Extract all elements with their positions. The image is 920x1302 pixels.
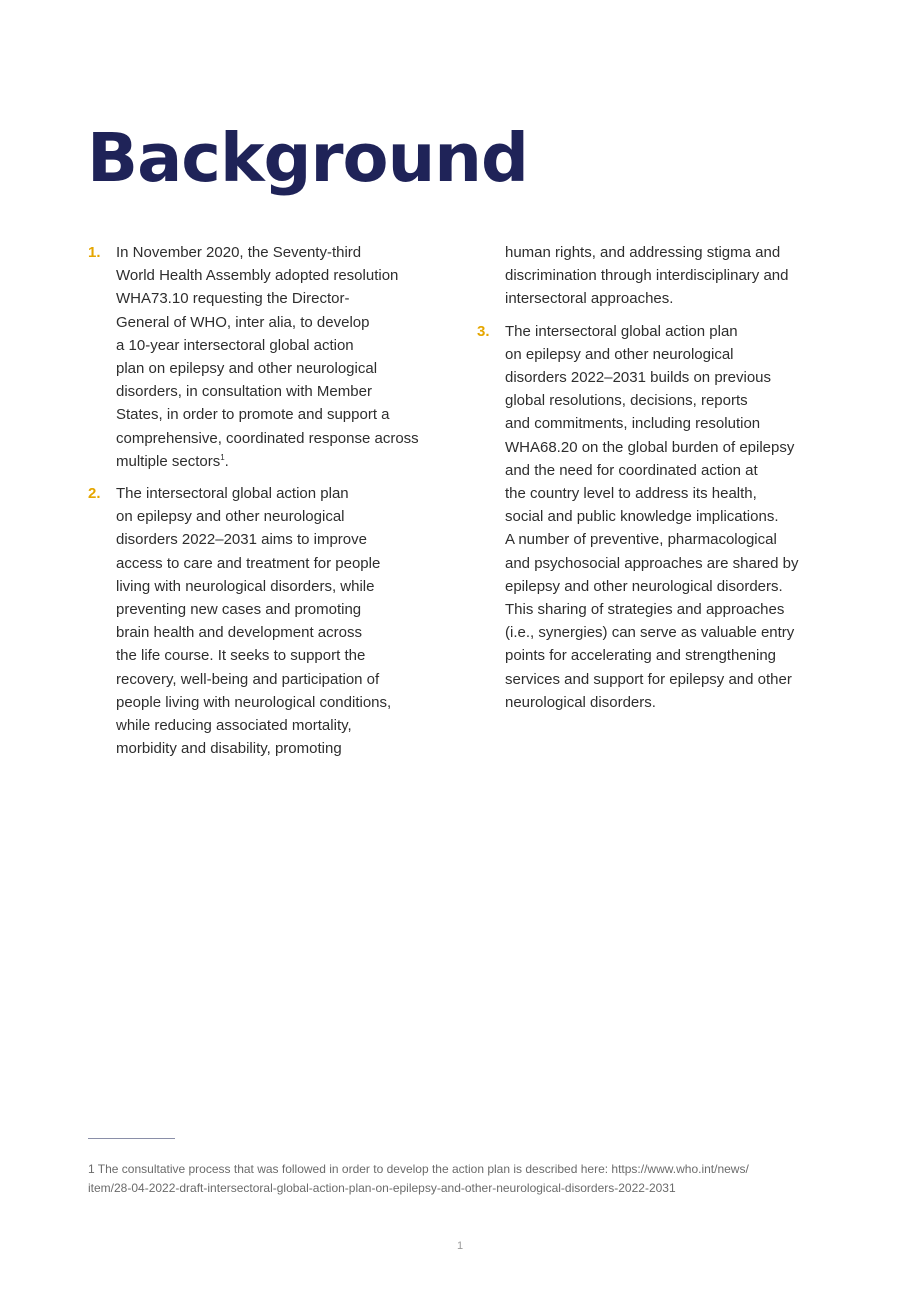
paragraph-line: [116, 450, 440, 473]
list-item: [477, 320, 827, 714]
paragraph-line: social and public knowledge implications.: [505, 508, 779, 526]
paragraph-line: disorders 2022–2031 aims to improve: [116, 531, 367, 549]
paragraph-line: and commitments, including resolution: [505, 415, 761, 433]
paragraph-line: people living with neurological conditions,: [116, 693, 392, 711]
paragraph-line: plan on epilepsy and other neurological: [116, 360, 378, 378]
list-number: 3.: [477, 322, 490, 340]
paragraph-line: This sharing of strategies and approaches: [505, 601, 785, 619]
paragraph-line: points for accelerating and strengthening: [505, 647, 777, 665]
paragraph-line: comprehensive, coordinated response across: [116, 429, 419, 447]
paragraph-line: disorders, in consultation with Member: [116, 383, 372, 401]
paragraph-line: (i.e., synergies) can serve as valuable entry: [505, 624, 795, 642]
paragraph-line: on epilepsy and other neurological: [505, 345, 734, 363]
paragraph-line: disorders 2022–2031 builds on previous: [505, 369, 772, 387]
paragraph-line: and psychosocial approaches are shared by: [505, 554, 799, 572]
paragraph-line: human rights, and addressing stigma and: [505, 244, 781, 261]
footnote-line[interactable]: item/28-04-2022-draft-intersectoral-global-action-plan-on-epilepsy-and-other-neurological-disorders-2022-2031: [88, 1180, 676, 1195]
footnote-reference[interactable]: 1: [220, 452, 225, 462]
paragraph-line: The intersectoral global action plan: [505, 322, 738, 340]
list-number: 2.: [88, 485, 101, 503]
paragraph-line: States, in order to promote and support a: [116, 406, 390, 424]
paragraph-line: morbidity and disability, promoting: [116, 740, 342, 758]
paragraph-line: discrimination through interdisciplinary and: [505, 267, 789, 285]
paragraph-line: epilepsy and other neurological disorders.: [505, 577, 783, 595]
paragraph-text: .: [224, 452, 229, 470]
paragraph-line: neurological disorders.: [505, 693, 656, 711]
list-item: [88, 241, 440, 473]
list-item-continuation: [477, 241, 827, 311]
paragraph-line: WHA68.20 on the global burden of epilepsy: [505, 438, 795, 456]
left-column: [88, 241, 440, 769]
paragraph-line: preventing new cases and promoting: [116, 601, 362, 619]
footnote-line[interactable]: 1 The consultative process that was followed in order to develop the action plan is described here: https://www.who.int/news/: [88, 1162, 749, 1176]
paragraph-line: In November 2020, the Seventy-third: [116, 244, 362, 261]
page-title: Background: [87, 119, 528, 197]
paragraph-line: living with neurological disorders, while: [116, 577, 375, 595]
paragraph-line: and the need for coordinated action at: [505, 461, 758, 479]
paragraph-line: WHA73.10 requesting the Director-: [116, 290, 350, 308]
paragraph-line: on epilepsy and other neurological: [116, 508, 345, 526]
page-number: 1: [456, 1240, 464, 1252]
paragraph-line: A number of preventive, pharmacological: [505, 531, 777, 549]
paragraph-line: the country level to address its health,: [505, 485, 757, 503]
footnote: [88, 1160, 848, 1197]
paragraph-text: multiple sectors: [116, 452, 221, 470]
paragraph-line: global resolutions, decisions, reports: [505, 392, 748, 410]
list-item: [88, 482, 440, 760]
paragraph-line: General of WHO, inter alia, to develop: [116, 313, 370, 331]
list-number: 1.: [88, 244, 101, 261]
paragraph-line: while reducing associated mortality,: [116, 717, 352, 735]
right-column: [477, 241, 827, 723]
paragraph-line: brain health and development across: [116, 624, 362, 642]
footnote-divider: [88, 1138, 175, 1139]
paragraph-line: services and support for epilepsy and other: [505, 670, 792, 688]
paragraph-line: World Health Assembly adopted resolution: [116, 267, 399, 285]
paragraph-line: intersectoral approaches.: [505, 290, 674, 308]
paragraph-line: The intersectoral global action plan: [116, 485, 349, 503]
paragraph-line: access to care and treatment for people: [116, 554, 381, 572]
paragraph-line: a 10-year intersectoral global action: [116, 336, 354, 354]
paragraph-line: the life course. It seeks to support the: [116, 647, 366, 665]
paragraph-line: recovery, well-being and participation of: [116, 670, 380, 688]
